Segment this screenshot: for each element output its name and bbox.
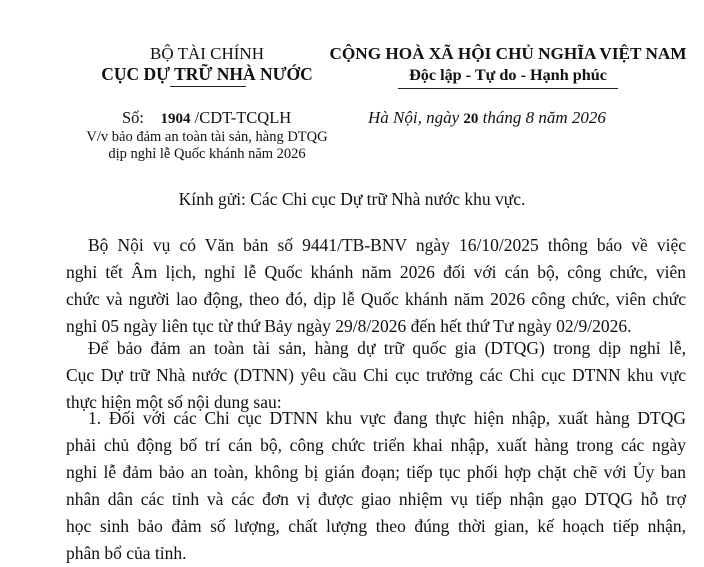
agency-name: CỤC DỰ TRỮ NHÀ NƯỚC xyxy=(101,64,313,84)
paragraph-line: nghỉ 05 ngày liên tục từ thứ Bảy ngày 29/8/2026 đến hết thứ Tư ngày 02/9/2026. xyxy=(66,316,632,336)
doc-no-number: 1904 xyxy=(160,111,191,127)
paragraph-line: phải chủ động bố trí cán bộ, công chức triển khai nhập, xuất hàng trong các ngày xyxy=(66,435,686,455)
agency-underline xyxy=(170,86,246,87)
paragraph-3 xyxy=(66,405,686,567)
paragraph-line: nghỉ tết Âm lịch, nghỉ lễ Quốc khánh năm 2026 đối với cán bộ, công chức, viên xyxy=(66,262,686,282)
ministry-name: BỘ TÀI CHÍNH xyxy=(150,44,264,63)
date-day: 20 xyxy=(463,111,479,127)
paragraph-line: Bộ Nội vụ có Văn bản số 9441/TB-BNV ngày 16/10/2025 thông báo về việc xyxy=(88,235,686,255)
doc-no-suffix: /CDT-TCQLH xyxy=(194,108,292,127)
paragraph-line: nhân dân các tỉnh và các đơn vị được giao nhiệm vụ tiếp nhận gạo DTQG hỗ trợ xyxy=(66,489,686,509)
nation-title: CỘNG HOÀ XÃ HỘI CHỦ NGHĨA VIỆT NAM xyxy=(329,44,687,63)
paragraph-line: chức và người lao động, theo đó, dịp lễ Quốc khánh năm 2026 công chức, viên chức xyxy=(66,289,686,309)
paragraph-line: Để bảo đảm an toàn tài sản, hàng dự trữ quốc gia (DTQG) trong dịp nghỉ lễ, xyxy=(88,338,686,358)
subject-line-2: dịp nghỉ lễ Quốc khánh năm 2026 xyxy=(108,146,306,162)
paragraph-line: thực hiện một số nội dung sau: xyxy=(66,392,282,412)
subject-line-1: V/v bảo đảm an toàn tài sản, hàng DTQG xyxy=(86,129,328,145)
date-prefix: Hà Nội, ngày xyxy=(368,108,460,127)
date-suffix: tháng 8 năm 2026 xyxy=(482,108,606,127)
issue-date xyxy=(368,108,606,128)
paragraph-line: phân bổ của tỉnh. xyxy=(66,543,187,563)
motto: Độc lập - Tự do - Hạnh phúc xyxy=(409,66,607,84)
paragraph-line: nghỉ lễ đảm bảo an toàn, không bị gián đoạn; tiếp tục phối hợp chặt chẽ với Ủy ban xyxy=(66,462,686,482)
paragraph-1 xyxy=(66,232,686,340)
paragraph-line: học sinh bảo đảm số lượng, chất lượng theo đúng thời gian, kế hoạch tiếp nhận, xyxy=(66,516,686,536)
paragraph-line: 1. Đối với các Chi cục DTNN khu vực đang thực hiện nhập, xuất hàng DTQG xyxy=(88,408,686,428)
paragraph-line: Cục Dự trữ Nhà nước (DTNN) yêu cầu Chi cục trưởng các Chi cục DTNN khu vực xyxy=(66,365,686,385)
paragraph-2 xyxy=(66,335,686,416)
doc-no-prefix: Số: xyxy=(122,108,145,127)
document-number xyxy=(122,108,291,128)
recipient: Kính gửi: Các Chi cục Dự trữ Nhà nước khu vực. xyxy=(178,189,526,209)
motto-underline xyxy=(398,88,618,89)
